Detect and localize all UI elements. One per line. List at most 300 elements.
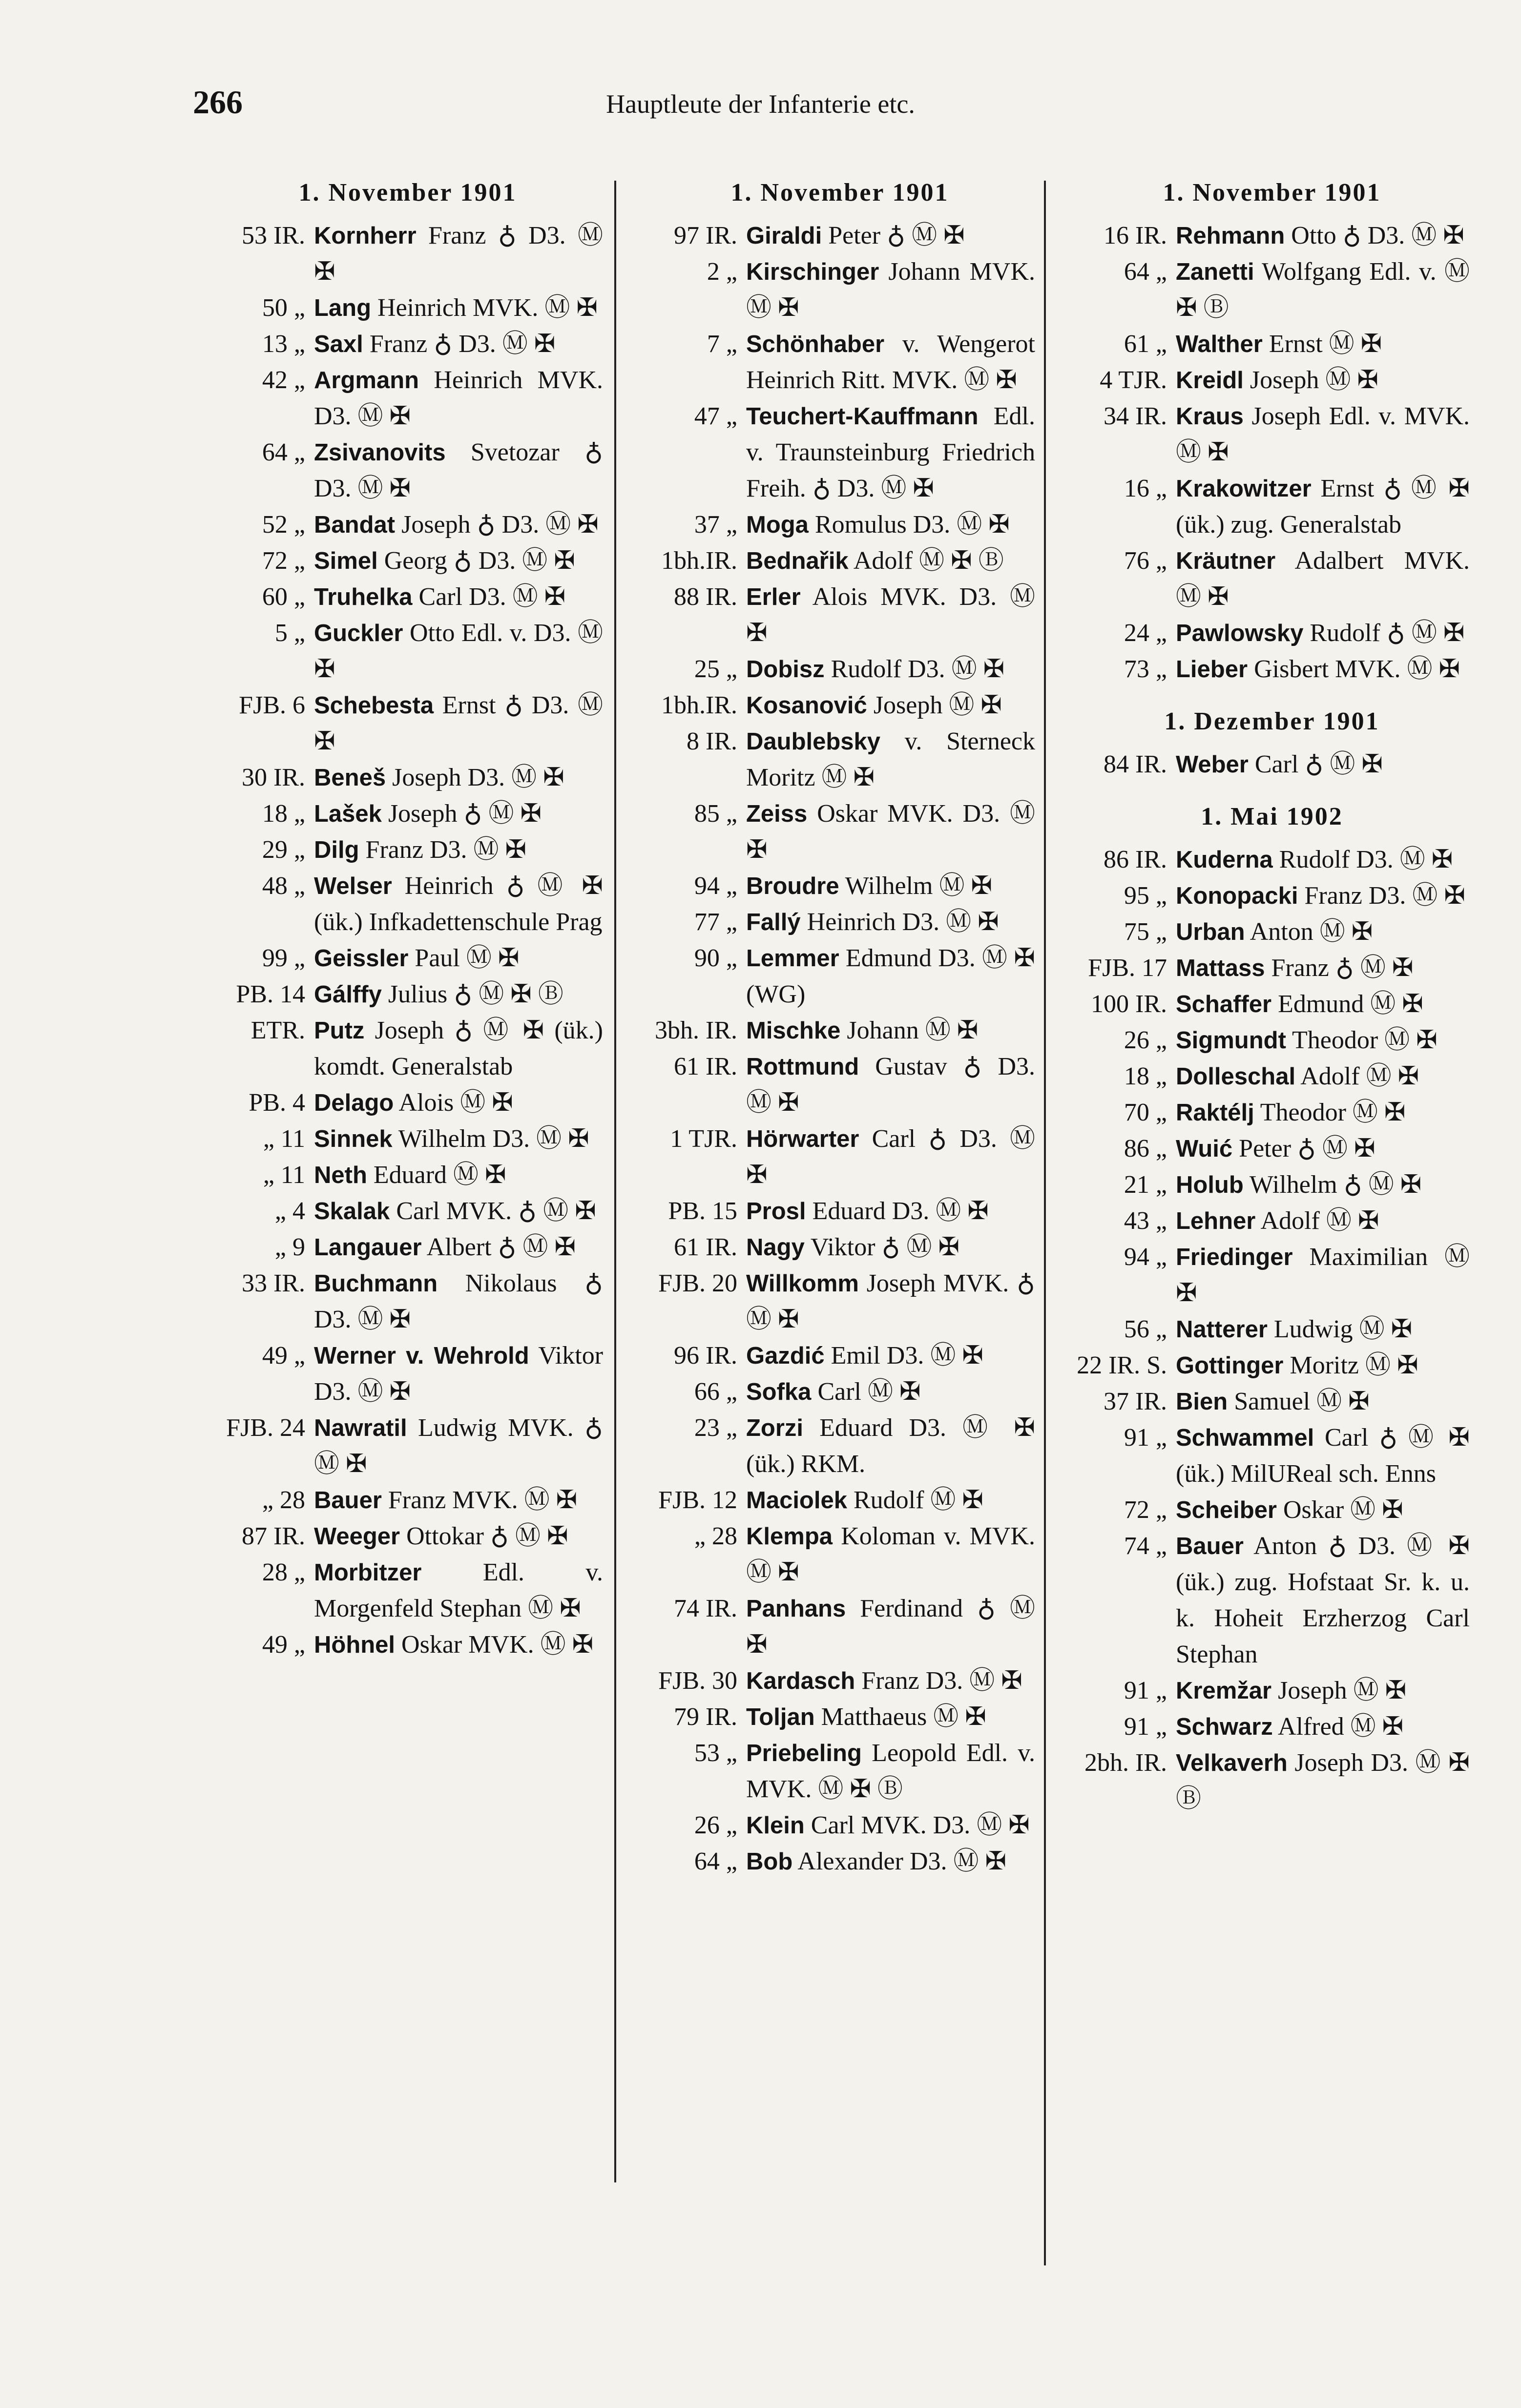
entry-details: Ludwig Ⓜ ✠: [1273, 1315, 1413, 1343]
unit-label: 42 „: [262, 366, 305, 394]
entry-details: Joseph D3. Ⓜ ✠ Ⓑ: [1176, 1749, 1470, 1813]
surname: Nawratil: [314, 1415, 407, 1441]
entry-text: [746, 1844, 1035, 1880]
unit-label: PB. 4: [249, 1089, 305, 1117]
register-entry: [625, 579, 1035, 651]
register-entry: [1055, 471, 1470, 543]
entry-text: [746, 1013, 1035, 1049]
unit-label: 52 „: [262, 511, 305, 539]
unit-label: 5 „: [274, 619, 305, 647]
surname: Friedinger: [1176, 1244, 1293, 1270]
unit-label: 22 IR. S.: [1077, 1351, 1167, 1379]
register-entry: [193, 507, 603, 543]
surname: Velkaverh: [1176, 1750, 1288, 1776]
surname: Putz: [314, 1017, 365, 1044]
unit-label: 29 „: [262, 836, 305, 864]
unit-label: 99 „: [262, 944, 305, 972]
entry-details: Romulus D3. Ⓜ ✠: [814, 511, 1010, 539]
unit-label: 77 „: [694, 908, 737, 936]
unit-label: 87 IR.: [242, 1522, 305, 1550]
unit-label: 13 „: [262, 330, 305, 358]
entry-details: Theodor Ⓜ ✠: [1260, 1099, 1406, 1126]
entry-details: Carl D3. Ⓜ ✠: [418, 583, 566, 611]
register-entry: [625, 326, 1035, 398]
unit-label: 74 IR.: [674, 1595, 737, 1622]
surname: Moga: [746, 512, 809, 538]
unit-label: 100 IR.: [1091, 990, 1167, 1018]
entry-text: [1176, 362, 1470, 398]
surname: Lieber: [1176, 656, 1248, 683]
unit-label: 26 „: [1124, 1026, 1167, 1054]
surname: Zsivanovits: [314, 439, 446, 466]
surname: Bandat: [314, 512, 396, 538]
surname: Beneš: [314, 765, 386, 791]
entry-text: [1176, 950, 1470, 986]
surname: Bauer: [1176, 1533, 1244, 1559]
entry-details: Anton Ⓜ ✠: [1250, 918, 1373, 946]
unit-label: 28 „: [262, 1558, 305, 1586]
surname: Geissler: [314, 945, 409, 972]
surname: Mattass: [1176, 955, 1265, 981]
surname: Bien: [1176, 1389, 1228, 1415]
unit-label: 23 „: [694, 1414, 737, 1442]
entry-details: Ernst ♁ Ⓜ ✠ (ük.) zug. Generalstab: [1176, 475, 1470, 539]
register-entry: [193, 290, 603, 326]
entry-text: [1176, 615, 1470, 651]
entry-details: Maximilian Ⓜ ✠: [1176, 1243, 1470, 1307]
register-entry: [1055, 914, 1470, 950]
column-3: [1055, 178, 1470, 2253]
entry-details: Joseph Ⓜ ✠: [1250, 366, 1378, 394]
entry-text: [746, 1374, 1035, 1410]
surname: Kardasch: [746, 1668, 855, 1694]
register-entry: [625, 1482, 1035, 1518]
register-entry: [625, 1013, 1035, 1049]
unit-label: 76 „: [1124, 547, 1167, 575]
register-entry: [625, 1410, 1035, 1482]
unit-label: 7 „: [707, 330, 737, 358]
surname: Zorzi: [746, 1415, 804, 1441]
surname: Lemmer: [746, 945, 839, 972]
register-entry: [193, 1518, 603, 1555]
entry-text: [314, 1229, 603, 1266]
entry-text: [314, 687, 603, 760]
entry-text: [746, 579, 1035, 651]
surname: Priebeling: [746, 1740, 862, 1766]
entry-details: Rudolf Ⓜ ✠: [853, 1486, 984, 1514]
entry-text: [1176, 1022, 1470, 1059]
entry-text: [1176, 1311, 1470, 1348]
entry-text: [1176, 1709, 1470, 1745]
unit-label: 1bh.IR.: [661, 547, 737, 575]
surname: Truhelka: [314, 584, 413, 610]
entry-text: [1176, 1239, 1470, 1311]
entry-text: [1176, 543, 1470, 615]
unit-label: 26 „: [694, 1811, 737, 1839]
entry-text: [314, 1013, 603, 1085]
surname: Dilg: [314, 837, 359, 863]
surname: Gottinger: [1176, 1352, 1284, 1379]
register-entry: [1055, 1528, 1470, 1673]
unit-label: 64 „: [1124, 258, 1167, 286]
entry-details: Ernst Ⓜ ✠: [1269, 330, 1382, 358]
entry-details: Leopold Edl. v. MVK. Ⓜ ✠ Ⓑ: [746, 1739, 1035, 1803]
unit-label: 1bh.IR.: [661, 691, 737, 719]
page-number: 266: [193, 83, 243, 121]
unit-label: 30 IR.: [242, 764, 305, 791]
unit-label: „ 11: [263, 1161, 305, 1189]
entry-details: Otto ♁ D3. Ⓜ ✠: [1291, 222, 1464, 249]
register-entry: [625, 940, 1035, 1013]
unit-label: 91 „: [1124, 1424, 1167, 1452]
register-entry: [1055, 1022, 1470, 1059]
entry-text: [1176, 842, 1470, 878]
entry-details: Oskar MVK. D3. Ⓜ ✠: [746, 800, 1035, 864]
entry-details: Georg ♁ D3. Ⓜ ✠: [384, 547, 575, 575]
entry-text: [746, 1807, 1035, 1844]
register-entry: [1055, 1059, 1470, 1095]
entry-details: Joseph Edl. v. MVK. Ⓜ ✠: [1176, 402, 1470, 466]
entry-text: [1176, 1492, 1470, 1528]
surname: Saxl: [314, 331, 363, 357]
entry-details: Theodor Ⓜ ✠: [1292, 1026, 1438, 1054]
entry-text: [746, 1049, 1035, 1121]
entry-details: Heinrich MVK. D3. Ⓜ ✠: [314, 366, 603, 430]
entry-text: [314, 1121, 603, 1157]
entry-text: [1176, 1348, 1470, 1384]
register-entry: [1055, 543, 1470, 615]
surname: Prosl: [746, 1198, 806, 1225]
entry-details: Adolf Ⓜ ✠: [1300, 1062, 1419, 1090]
register-entry: [625, 1374, 1035, 1410]
section-heading: 1. November 1901: [730, 179, 949, 207]
unit-label: FJB. 6: [239, 691, 305, 719]
register-entry: [625, 1807, 1035, 1844]
surname: Bob: [746, 1848, 793, 1875]
unit-label: PB. 15: [668, 1197, 737, 1225]
surname: Sofka: [746, 1379, 812, 1405]
register-entry: [625, 796, 1035, 868]
register-entry: [625, 218, 1035, 254]
entry-text: [314, 760, 603, 796]
entry-details: Nikolaus ♁ D3. Ⓜ ✠: [314, 1269, 603, 1333]
surname: Klein: [746, 1812, 805, 1839]
entry-details: Edl. v. Traunsteinburg Friedrich Freih. ♁ D3. Ⓜ ✠: [746, 402, 1035, 502]
running-title: Hauptleute der Infanterie etc.: [606, 89, 915, 119]
surname: Weeger: [314, 1523, 400, 1550]
unit-label: ETR.: [250, 1017, 305, 1044]
unit-label: 60 „: [262, 583, 305, 611]
register-entry: [193, 326, 603, 362]
entry-text: [314, 1266, 603, 1338]
unit-label: 90 „: [694, 944, 737, 972]
entry-text: [314, 796, 603, 832]
entry-text: [746, 687, 1035, 724]
register-entry: [625, 687, 1035, 724]
unit-label: 48 „: [262, 872, 305, 900]
unit-label: 25 „: [694, 655, 737, 683]
register-entry: [625, 724, 1035, 796]
entry-text: [746, 1735, 1035, 1807]
surname: Urban: [1176, 919, 1245, 945]
surname: Zeiss: [746, 801, 808, 827]
entry-text: [314, 579, 603, 615]
unit-label: 79 IR.: [674, 1703, 737, 1731]
register-entry: [193, 1013, 603, 1085]
unit-label: 61 IR.: [674, 1233, 737, 1261]
unit-label: 70 „: [1124, 1099, 1167, 1126]
entry-text: [314, 1193, 603, 1229]
entry-details: Joseph MVK. ♁ Ⓜ ✠: [746, 1269, 1035, 1333]
surname: Teuchert-Kauffmann: [746, 403, 979, 430]
entry-details: Alfred Ⓜ ✠: [1277, 1713, 1404, 1741]
entry-text: [1176, 986, 1470, 1022]
register-entry: [625, 1844, 1035, 1880]
register-entry: [193, 218, 603, 290]
surname: Wuić: [1176, 1136, 1233, 1162]
surname: Walther: [1176, 331, 1263, 357]
entry-details: Heinrich MVK. Ⓜ ✠: [377, 294, 598, 322]
surname: Weber: [1176, 751, 1249, 778]
register-entry: [625, 507, 1035, 543]
register-entry: [1055, 1348, 1470, 1384]
column-2: [625, 178, 1035, 2253]
entry-text: [1176, 326, 1470, 362]
register-entry: [625, 1229, 1035, 1266]
entry-details: Viktor ♁ Ⓜ ✠: [810, 1233, 960, 1261]
surname: Dobisz: [746, 656, 825, 683]
entry-text: [314, 1338, 603, 1410]
surname: Delago: [314, 1090, 394, 1116]
entry-text: [1176, 1745, 1470, 1817]
entry-text: [746, 868, 1035, 904]
entry-details: Wolfgang Edl. v. Ⓜ ✠ Ⓑ: [1176, 258, 1470, 322]
surname: Welser: [314, 873, 392, 899]
unit-label: FJB. 17: [1088, 954, 1167, 982]
entry-details: v. Sterneck Moritz Ⓜ ✠: [746, 727, 1036, 791]
register-entry: [193, 1193, 603, 1229]
entry-details: Franz ♁ Ⓜ ✠: [1271, 954, 1414, 982]
surname: Bednařik: [746, 548, 849, 574]
unit-label: 24 „: [1124, 619, 1167, 647]
unit-label: 96 IR.: [674, 1342, 737, 1370]
surname: Dolleschal: [1176, 1063, 1296, 1090]
entry-text: [746, 1229, 1035, 1266]
entry-details: Emil D3. Ⓜ ✠: [831, 1342, 983, 1370]
register-entry: [1055, 362, 1470, 398]
entry-text: [746, 1663, 1035, 1699]
register-entry: [193, 1338, 603, 1410]
unit-label: 94 „: [1124, 1243, 1167, 1271]
register-entry: [1055, 1492, 1470, 1528]
surname: Lang: [314, 295, 372, 321]
entry-details: Edmund D3. Ⓜ ✠ (WG): [746, 944, 1035, 1008]
unit-label: „ 28: [262, 1486, 305, 1514]
unit-label: „ 9: [274, 1233, 305, 1261]
unit-label: FJB. 20: [658, 1269, 737, 1297]
surname: Morbitzer: [314, 1559, 422, 1586]
register-entry: [193, 1085, 603, 1121]
surname: Kosanović: [746, 692, 867, 719]
register-entry: [625, 651, 1035, 687]
surname: Holub: [1176, 1172, 1244, 1198]
entry-details: Carl ♁ D3. Ⓜ ✠: [746, 1125, 1035, 1189]
surname: Simel: [314, 548, 378, 574]
unit-label: 47 „: [694, 402, 737, 430]
unit-label: 1 TJR.: [670, 1125, 737, 1153]
unit-label: 75 „: [1124, 918, 1167, 946]
unit-label: 50 „: [262, 294, 305, 322]
surname: Scheiber: [1176, 1497, 1277, 1523]
register-entry: [1055, 1239, 1470, 1311]
entry-details: Alois Ⓜ ✠: [398, 1089, 513, 1117]
entry-details: Heinrich D3. Ⓜ ✠: [807, 908, 999, 936]
register-entry: [1055, 1420, 1470, 1492]
surname: Kraus: [1176, 403, 1244, 430]
register-entry: [625, 1049, 1035, 1121]
entry-details: Joseph Ⓜ ✠: [873, 691, 1002, 719]
register-entry: [1055, 1673, 1470, 1709]
unit-label: FJB. 12: [658, 1486, 737, 1514]
unit-label: 37 „: [694, 511, 737, 539]
unit-label: 56 „: [1124, 1315, 1167, 1343]
entry-text: [314, 218, 603, 290]
unit-label: PB. 14: [236, 980, 305, 1008]
entry-details: Peter ♁ Ⓜ ✠: [828, 222, 965, 249]
unit-label: 37 IR.: [1104, 1388, 1167, 1415]
register-entry: [625, 398, 1035, 507]
register-entry: [1055, 1384, 1470, 1420]
surname: Krakowitzer: [1176, 476, 1312, 502]
entry-details: Samuel Ⓜ ✠: [1234, 1388, 1370, 1415]
surname: Gálffy: [314, 981, 382, 1008]
register-entry: [193, 760, 603, 796]
register-entry: [1055, 651, 1470, 687]
entry-text: [314, 326, 603, 362]
entry-text: [314, 868, 603, 940]
entry-text: [1176, 747, 1470, 783]
entry-text: [314, 362, 603, 435]
entry-details: Rudolf D3. Ⓜ ✠: [1279, 846, 1453, 873]
register-entry: [625, 1338, 1035, 1374]
register-entry: [1055, 1203, 1470, 1239]
register-entry: [1055, 254, 1470, 326]
entry-details: Ludwig MVK. ♁ Ⓜ ✠: [314, 1414, 603, 1478]
entry-details: Gisbert MVK. Ⓜ ✠: [1254, 655, 1460, 683]
unit-label: 64 „: [694, 1848, 737, 1875]
column-1: [193, 178, 603, 2253]
surname: Hörwarter: [746, 1126, 859, 1152]
register-entry: [1055, 1095, 1470, 1131]
surname: Kremžar: [1176, 1678, 1272, 1704]
entry-details: Franz D3. Ⓜ ✠: [365, 836, 527, 864]
unit-label: 34 IR.: [1104, 402, 1167, 430]
entry-details: Joseph ♁ Ⓜ ✠ (ük.) komdt. Generalstab: [314, 1017, 603, 1080]
entry-text: [314, 940, 603, 976]
unit-label: 94 „: [694, 872, 737, 900]
unit-label: „ 11: [263, 1125, 305, 1153]
register-entry: [625, 1193, 1035, 1229]
unit-label: 53 IR.: [242, 222, 305, 249]
entry-details: Peter ♁ Ⓜ ✠: [1239, 1135, 1375, 1162]
unit-label: 95 „: [1124, 882, 1167, 910]
unit-label: 72 „: [1124, 1496, 1167, 1524]
entry-text: [314, 290, 603, 326]
register-entry: [1055, 1709, 1470, 1745]
unit-label: FJB. 30: [658, 1667, 737, 1695]
surname: Argmann: [314, 367, 419, 394]
entry-details: Ottokar ♁ Ⓜ ✠: [406, 1522, 568, 1550]
entry-text: [746, 398, 1035, 507]
entry-text: [746, 218, 1035, 254]
entry-text: [314, 1157, 603, 1193]
register-entry: [193, 1627, 603, 1663]
entry-text: [746, 1518, 1035, 1591]
surname: Raktélj: [1176, 1100, 1254, 1126]
surname: Schaffer: [1176, 991, 1272, 1017]
register-entry: [1055, 878, 1470, 914]
entry-details: Adolf Ⓜ ✠: [1260, 1207, 1379, 1235]
entry-details: Johann MVK. Ⓜ ✠: [746, 258, 1035, 322]
column-divider: [1044, 181, 1046, 2265]
surname: Sinnek: [314, 1126, 393, 1152]
register-entry: [1055, 218, 1470, 254]
entry-text: [746, 1266, 1035, 1338]
unit-label: 84 IR.: [1104, 750, 1167, 778]
entry-text: [1176, 878, 1470, 914]
register-entry: [1055, 615, 1470, 651]
unit-label: 49 „: [262, 1631, 305, 1659]
entry-text: [1176, 254, 1470, 326]
register-entry: [193, 976, 603, 1013]
surname: Pawlowsky: [1176, 620, 1304, 646]
surname: Konopacki: [1176, 883, 1298, 909]
entry-text: [1176, 914, 1470, 950]
register-entry: [1055, 950, 1470, 986]
entry-details: Franz ♁ D3. Ⓜ ✠: [314, 222, 604, 286]
entry-details: Franz D3. Ⓜ ✠: [1304, 882, 1466, 910]
unit-label: 3bh. IR.: [655, 1017, 737, 1044]
entry-text: [314, 1482, 603, 1518]
entry-details: Johann Ⓜ ✠: [847, 1017, 979, 1044]
surname: Kirschinger: [746, 259, 879, 285]
entry-details: Franz MVK. Ⓜ ✠: [388, 1486, 578, 1514]
section-heading: 1. Dezember 1901: [1164, 707, 1380, 735]
register-entry: [1055, 398, 1470, 471]
surname: Fallý: [746, 909, 801, 935]
register-entry: [193, 868, 603, 940]
entry-details: Carl ♁ Ⓜ ✠: [1254, 750, 1383, 778]
register-entry: [193, 1266, 603, 1338]
surname: Erler: [746, 584, 801, 610]
surname: Kreidl: [1176, 367, 1244, 394]
unit-label: 18 „: [1124, 1062, 1167, 1090]
entry-details: Ernst ♁ D3. Ⓜ ✠: [314, 691, 604, 755]
section-heading: 1. November 1901: [1163, 179, 1381, 207]
entry-details: Albert ♁ Ⓜ ✠: [426, 1233, 576, 1261]
entry-details: Carl Ⓜ ✠: [817, 1378, 921, 1406]
unit-label: 88 IR.: [674, 583, 737, 611]
surname: Maciolek: [746, 1487, 847, 1514]
register-entry: [193, 796, 603, 832]
register-entry: [625, 1266, 1035, 1338]
unit-label: 86 IR.: [1104, 846, 1167, 873]
surname: Broudre: [746, 873, 839, 899]
register-entry: [193, 940, 603, 976]
surname: Willkomm: [746, 1270, 859, 1297]
entry-text: [314, 1085, 603, 1121]
surname: Panhans: [746, 1596, 846, 1622]
